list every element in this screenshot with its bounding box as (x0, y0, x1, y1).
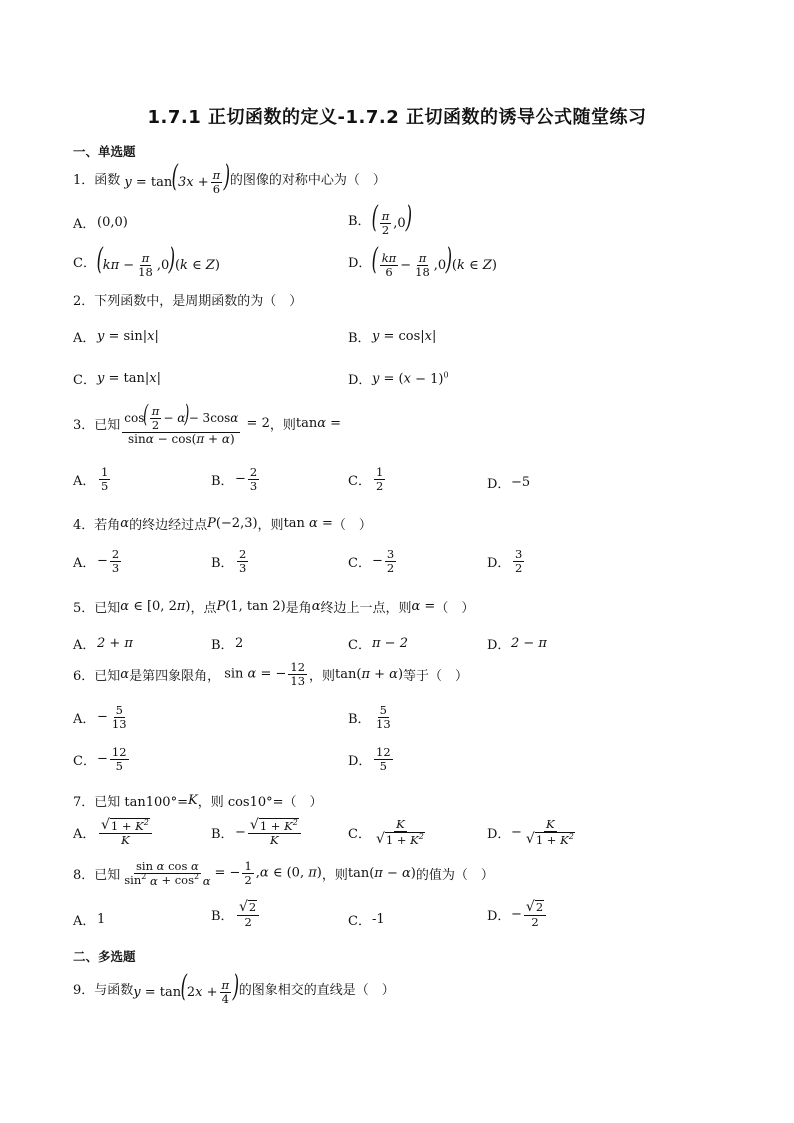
question-1-formula: y = tan(3x + $\frac{\pi}{6}$ ) (120, 159, 231, 196)
q8-option-c-text: -1 (372, 912, 385, 927)
q4-option-b[interactable] (211, 548, 250, 574)
question-3-formula: cos( $\frac{\pi}{2}$ − α)− 3cosα sinα − cos(π + α) (124, 400, 239, 446)
q8-option-c[interactable] (348, 910, 385, 929)
question-5-stem: 5．已知 (73, 601, 121, 616)
question-8-formula: $\frac{\text{sin α cos α}}{\sin^2 \alpha + \cos^2 \alpha}$ (124, 859, 211, 888)
q8-option-a-text: 1 (97, 912, 106, 927)
question-2-stem: 2．下列函数中，是周期函数的为（ ） (73, 294, 303, 309)
q2-option-a-formula: y = sin|x| (97, 329, 159, 344)
q6-option-b-formula: $\frac{5}{13}$ (376, 703, 391, 731)
q5-option-a-label: A． (73, 638, 96, 653)
question-5: 5．已知 α ∈ [0, 2π) ，点 P(1, tan 2) 是角 α 终边上一点，则 α = （ ） (73, 599, 475, 616)
q1-option-b-formula: ( $\frac{\pi}{2}$ ,0) (371, 200, 412, 237)
question-1-stem: 1．函数 (73, 173, 121, 189)
q6-option-a[interactable] (73, 704, 131, 730)
q8-option-b-label: B． (211, 909, 234, 925)
q5-option-d[interactable] (487, 634, 547, 653)
question-4-stem: 4．若角 (73, 518, 121, 533)
question-6-tail2: 等于（ ） (403, 668, 469, 684)
question-9 (73, 969, 395, 1006)
q2-option-d[interactable] (348, 369, 449, 388)
q5-option-a[interactable] (73, 634, 133, 653)
question-3: 3．已知 cos( $\frac{\pi}{2}$ − α)− 3cosα sinα − cos(π + α) = 2 ，则 tanα = (73, 400, 342, 446)
section-multiple-choice: 二、多选题 (73, 949, 136, 964)
q3-option-c-label: C． (348, 473, 371, 489)
q1-option-d-label: D． (348, 256, 372, 272)
question-4-mid: 的终边经过点 (129, 518, 208, 533)
q5-option-b[interactable] (211, 634, 243, 653)
q6-option-a-formula: − $\frac{5}{13}$ (97, 703, 127, 731)
question-6-mid: 是第四象限角， (129, 668, 221, 684)
q2-option-c-formula: y = tan|x| (97, 371, 161, 386)
q3-option-c-formula: $\frac{1}{2}$ (376, 465, 384, 493)
q1-option-b-label: B． (348, 214, 371, 230)
q2-option-d-formula: $y = (x - 1)^0$ (372, 370, 449, 387)
q1-option-b[interactable] (348, 200, 412, 237)
question-8-tail2: 的值为（ ） (415, 868, 494, 884)
q5-option-c[interactable] (348, 634, 408, 653)
question-4-tail: ，则 (257, 518, 284, 533)
q3-option-a-formula: $\frac{1}{5}$ (101, 465, 109, 493)
section-single-choice: 一、单选题 (73, 144, 136, 159)
q7-option-c-label: C． (348, 827, 371, 843)
q7-option-d-label: D． (487, 827, 511, 843)
question-2 (73, 290, 302, 309)
q3-option-c[interactable] (348, 466, 387, 492)
question-6-tail: ，则 (309, 668, 336, 684)
q7-option-c[interactable] (348, 818, 429, 847)
question-3-stem: 3．已知 (73, 418, 121, 434)
q7-option-a-label: A． (73, 827, 96, 843)
question-9-stem: 9．与函数 (73, 983, 134, 999)
q8-option-b[interactable] (211, 900, 261, 929)
q6-option-a-label: A． (73, 711, 96, 727)
question-8-tail: ，则 (321, 868, 348, 884)
q5-option-c-text: π − 2 (372, 636, 408, 651)
q4-option-b-formula: $\frac{2}{3}$ (239, 547, 247, 575)
q5-option-b-label: B． (211, 638, 234, 653)
q3-option-b[interactable] (211, 466, 261, 492)
q4-option-d-label: D． (487, 555, 511, 571)
q3-option-a[interactable] (73, 466, 112, 492)
q2-option-a[interactable] (73, 327, 159, 346)
q3-option-a-label: A． (73, 473, 96, 489)
q5-option-d-text: 2 − π (511, 636, 547, 651)
q1-option-d-formula: ( $\frac{k\pi}{6}$ − $\frac{\pi}{18}$ ,0)(k ∈ Z) (371, 242, 497, 279)
question-8: 8．已知 $\frac{\text{sin α cos α}}{\sin^2 \alpha + \cos^2 \alpha}$ = − $\frac{1}{2}$ ,α ∈ (0, π) ，则 tan(π − α) 的值为（ ） (73, 859, 494, 888)
q8-option-a[interactable] (73, 910, 105, 929)
q7-option-a[interactable] (73, 818, 154, 847)
q7-option-b[interactable] (211, 818, 303, 847)
q8-option-d-label: D． (487, 909, 511, 925)
q4-option-a[interactable] (73, 548, 123, 574)
question-8-stem: 8．已知 (73, 868, 121, 884)
q6-option-d[interactable] (348, 746, 395, 772)
q7-option-d-formula: − K √ $1 + K^2$ (511, 817, 574, 847)
q2-option-d-label: D． (348, 373, 372, 388)
q4-option-a-formula: − $\frac{2}{3}$ (97, 547, 120, 575)
q4-option-c-label: C． (348, 555, 371, 571)
question-7-k: K (187, 793, 198, 808)
q7-option-b-formula: − √ $1 + K^2$ K (235, 818, 303, 847)
page-title: 1.7.1 正切函数的定义-1.7.2 正切函数的诱导公式随堂练习 (147, 107, 647, 128)
q2-option-b-formula: y = cos|x| (372, 329, 437, 344)
question-5-mid: ，点 (190, 601, 217, 616)
q1-option-c-formula: (kπ − $\frac{\pi}{18}$ ,0)(k ∈ Z) (96, 242, 220, 279)
question-7-tail: ，则 cos10°=（ ） (197, 795, 323, 810)
q8-option-b-formula: √ 2 2 (237, 900, 259, 929)
q1-option-d[interactable] (348, 242, 497, 279)
question-7 (73, 791, 323, 810)
question-5-tail: （ ） (435, 601, 475, 616)
q7-option-b-label: B． (211, 827, 234, 843)
q2-option-a-label: A． (73, 331, 96, 346)
q3-option-d-label: D． (487, 477, 511, 492)
q1-option-a-label: A． (73, 217, 96, 232)
question-6-stem: 6．已知 (73, 668, 121, 684)
q2-option-b[interactable] (348, 327, 436, 346)
question-7-stem: 7．已知 tan100°= (73, 795, 188, 810)
q6-option-b-label: B． (348, 711, 371, 727)
question-6: 6．已知 α 是第四象限角， sin α = − $\frac{12}{13}$ ，则 tan(π + α) 等于（ ） (73, 660, 469, 688)
q3-option-b-label: B． (211, 473, 234, 489)
question-5-mid3: 终边上一点，则 (320, 601, 412, 616)
question-9-formula: y = tan(2x + $\frac{\pi}{4}$ ) (133, 969, 240, 1006)
q5-option-a-text: 2 + π (97, 636, 133, 651)
q3-option-d[interactable] (487, 473, 530, 492)
q6-option-c-formula: − $\frac{12}{5}$ (97, 745, 127, 773)
q6-option-b[interactable] (348, 704, 395, 730)
q6-option-c-label: C． (73, 753, 96, 769)
q4-option-d[interactable] (487, 548, 526, 574)
q3-option-b-formula: − $\frac{2}{3}$ (235, 465, 258, 493)
q5-option-b-text: 2 (235, 636, 244, 651)
question-9-tail: 的图象相交的直线是（ ） (238, 983, 395, 999)
q5-option-c-label: C． (348, 638, 371, 653)
q4-option-d-formula: $\frac{3}{2}$ (515, 547, 523, 575)
q6-option-d-label: D． (348, 753, 372, 769)
q4-option-c[interactable] (348, 548, 398, 574)
q7-option-c-formula: K √ $1 + K^2$ (376, 817, 424, 847)
q4-option-c-formula: − $\frac{3}{2}$ (372, 547, 395, 575)
q4-option-a-label: A． (73, 555, 96, 571)
q8-option-d-formula: − √ 2 2 (511, 900, 548, 929)
question-4-paren: （ ） (332, 518, 372, 533)
q8-option-d[interactable] (487, 900, 548, 929)
q7-option-d[interactable] (487, 818, 579, 847)
q6-option-c[interactable] (73, 746, 131, 772)
question-3-tail: ，则 (269, 418, 296, 434)
q6-option-d-formula: $\frac{12}{5}$ (376, 745, 391, 773)
q1-option-a[interactable] (73, 213, 128, 232)
q1-option-a-text: (0,0) (97, 215, 128, 230)
q4-option-b-label: B． (211, 555, 234, 571)
q2-option-c-label: C． (73, 373, 96, 388)
q2-option-c[interactable] (73, 369, 161, 388)
q7-option-a-formula: √ $1 + K^2$ K (99, 818, 152, 847)
question-5-mid2: 是角 (285, 601, 312, 616)
q1-option-c-label: C． (73, 256, 96, 272)
question-1-tail: 的图像的对称中心为（ ） (229, 173, 386, 189)
q8-option-c-label: C． (348, 914, 371, 929)
q2-option-b-label: B． (348, 331, 371, 346)
q5-option-d-label: D． (487, 638, 511, 653)
q3-option-d-text: −5 (511, 475, 531, 490)
question-4: 4．若角 α 的终边经过点 P(−2,3) ，则 tan α = （ ） (73, 516, 372, 533)
q1-option-c[interactable] (73, 242, 220, 279)
q8-option-a-label: A． (73, 914, 96, 929)
question-1 (73, 159, 386, 196)
